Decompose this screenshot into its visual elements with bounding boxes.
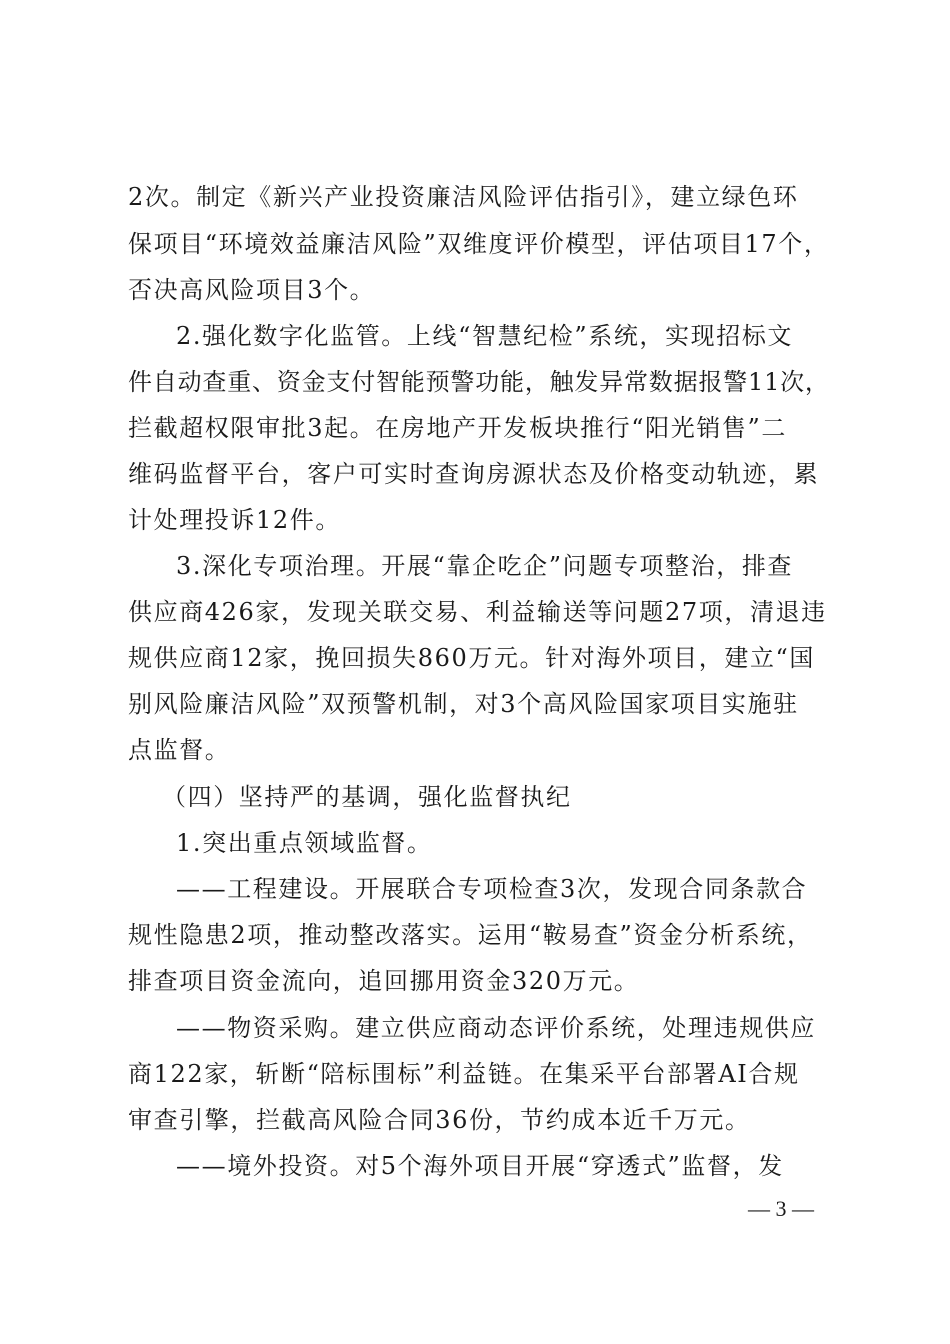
body-line: 排查项目资金流向，追回挪用资金320万元。 [128,967,640,995]
body-line: 计处理投诉12件。 [128,506,341,534]
paragraph-start-line: 3.深化专项治理。开展“靠企吃企”问题专项整治，排查 [176,552,794,580]
body-line: 2次。制定《新兴产业投资廉洁风险评估指引》，建立绿色环 [128,183,799,211]
body-line: 维码监督平台，客户可实时查询房源状态及价格变动轨迹，累 [128,460,820,488]
body-line: 否决高风险项目3个。 [128,276,376,304]
body-line: 规性隐患2项，推动整改落实。运用“鞍易查”资金分析系统， [128,921,813,949]
body-line: 别风险廉洁风险”双预警机制，对3个高风险国家项目实施驻 [128,690,799,718]
paragraph-start-line: ——工程建设。开展联合专项检查3次，发现合同条款合 [176,875,808,903]
subsection-heading: 1.突出重点领域监督。 [176,829,433,857]
section-heading: （四）坚持严的基调，强化监督执纪 [162,783,572,811]
body-line: 规供应商12家，挽回损失860万元。针对海外项目，建立“国 [128,644,816,672]
paragraph-start-line: 2.强化数字化监管。上线“智慧纪检”系统，实现招标文 [176,322,794,350]
body-line: 保项目“环境效益廉洁风险”双维度评价模型，评估项目17个， [128,230,830,258]
paragraph-start-line: ——境外投资。对5个海外项目开展“穿透式”监督，发 [176,1152,784,1180]
body-line: 审查引擎，拦截高风险合同36份，节约成本近千万元。 [128,1106,751,1134]
paragraph-start-line: ——物资采购。建立供应商动态评价系统，处理违规供应 [176,1014,816,1042]
body-line: 件自动查重、资金支付智能预警功能，触发异常数据报警11次， [128,368,830,396]
page-number: — 3 — [748,1196,814,1221]
body-line: 供应商426家，发现关联交易、利益输送等问题27项，清退违 [128,598,827,626]
body-line: 拦截超权限审批3起。在房地产开发板块推行“阳光销售”二 [128,414,788,442]
body-line: 点监督。 [128,736,231,764]
body-line: 商122家，斩断“陪标围标”利益链。在集采平台部署AI合规 [128,1060,800,1088]
